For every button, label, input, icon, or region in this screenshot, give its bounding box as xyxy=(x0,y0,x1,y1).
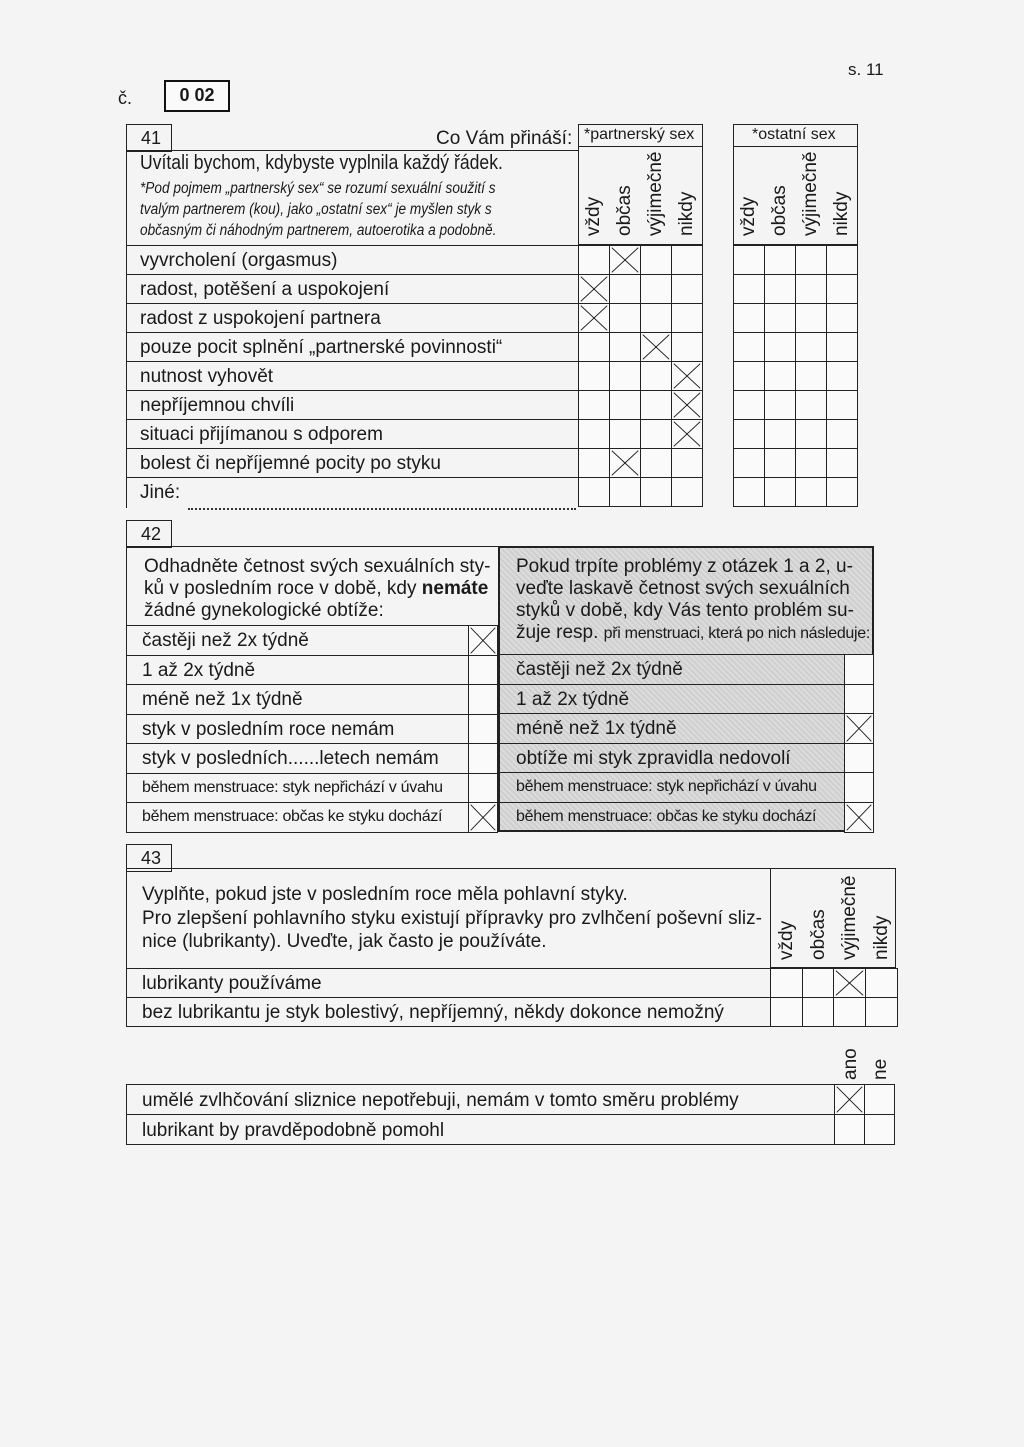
other-cell-2[interactable] xyxy=(795,390,827,420)
left-question-line-2: ků v posledním roce v době, kdy nemáte xyxy=(144,578,489,599)
partner-cell-3[interactable] xyxy=(671,477,703,507)
right-row-label: častěji než 2x týdně xyxy=(516,659,683,680)
left-question-line-3: žádné gynekologické obtíže: xyxy=(144,600,384,621)
form-number-label: č. xyxy=(118,88,133,108)
partner-cell-3[interactable] xyxy=(671,332,703,362)
left-frequency-cell[interactable] xyxy=(468,743,498,774)
partner-cell-1[interactable] xyxy=(609,419,641,449)
partner-cell-3[interactable] xyxy=(671,448,703,478)
other-cell-1[interactable] xyxy=(764,419,796,449)
partner-cell-3[interactable] xyxy=(671,274,703,304)
other-cell-0[interactable] xyxy=(733,303,765,333)
right-row-label: 1 až 2x týdně xyxy=(516,689,630,710)
other-cell-0[interactable] xyxy=(733,448,765,478)
other-cell-2[interactable] xyxy=(795,477,827,507)
question-line-1: Vyplňte, pokud jste v posledním roce měla pohlavní styky. xyxy=(142,884,628,905)
row-label: radost, potěšení a uspokojení xyxy=(140,279,390,300)
row-label: Jiné: xyxy=(140,482,181,503)
other-cell-3[interactable] xyxy=(826,332,858,362)
lubricant-frequency-cell[interactable] xyxy=(833,997,866,1027)
right-row-label: během menstruace: občas ke styku dochází xyxy=(516,808,817,825)
partner-cell-2[interactable] xyxy=(640,419,672,449)
form-number: 0 02 xyxy=(179,85,215,105)
right-row-label: obtíže mi styk zpravidla nedovolí xyxy=(516,748,791,769)
question-number-box xyxy=(126,124,172,152)
partner-cell-1[interactable] xyxy=(609,361,641,391)
left-frequency-cell[interactable] xyxy=(468,773,498,804)
frequency-label: občas xyxy=(769,185,790,236)
question-number: 43 xyxy=(141,848,162,868)
page-number: s. 11 xyxy=(848,60,884,79)
partner-cell-2[interactable] xyxy=(640,274,672,304)
note-line-1: *Pod pojmem „partnerský sex“ se rozumí sexuální soužití s xyxy=(140,180,496,197)
partner-cell-2[interactable] xyxy=(640,448,672,478)
row-label: vyvrcholení (orgasmus) xyxy=(140,250,338,271)
row-label: bolest či nepříjemné pocity po styku xyxy=(140,453,441,474)
other-cell-3[interactable] xyxy=(826,245,858,275)
other-cell-2[interactable] xyxy=(795,245,827,275)
row-label: situaci přijímanou s odporem xyxy=(140,424,383,445)
other-cell-0[interactable] xyxy=(733,245,765,275)
left-frequency-cell[interactable] xyxy=(468,714,498,745)
partner-cell-0[interactable] xyxy=(578,390,610,420)
other-cell-1[interactable] xyxy=(764,245,796,275)
other-cell-2[interactable] xyxy=(795,303,827,333)
partner-cell-1[interactable] xyxy=(609,477,641,507)
frequency-label: ne xyxy=(870,1058,891,1080)
left-frequency-cell[interactable] xyxy=(468,655,498,686)
note-line-2: tvalým partnerem (kou), jako „ostatní sex“ je myšlen styk s xyxy=(140,201,492,218)
other-cell-2[interactable] xyxy=(795,332,827,362)
lubricant-frequency-cell[interactable] xyxy=(802,997,835,1027)
other-cell-3[interactable] xyxy=(826,390,858,420)
other-cell-2[interactable] xyxy=(795,361,827,391)
other-cell-3[interactable] xyxy=(826,303,858,333)
lubricant-frequency-cell[interactable] xyxy=(802,968,835,998)
question-number: 42 xyxy=(141,524,162,544)
right-row-label: méně než 1x týdně xyxy=(516,718,677,739)
other-cell-0[interactable] xyxy=(733,390,765,420)
partner-cell-2[interactable] xyxy=(640,332,672,362)
frequency-label: občas xyxy=(807,909,829,960)
right-question-line-1: Pokud trpíte problémy z otázek 1 a 2, u- xyxy=(516,556,853,577)
lubricant-row-label: lubrikanty používáme xyxy=(142,973,322,994)
partner-cell-3[interactable] xyxy=(671,419,703,449)
frequency-label: výjimečně xyxy=(839,875,860,960)
frequency-label: vždy xyxy=(776,920,797,960)
partner-cell-3[interactable] xyxy=(671,361,703,391)
right-frequency-cell[interactable] xyxy=(844,802,874,833)
question-text: Co Vám přináší: xyxy=(436,128,573,149)
partner-cell-1[interactable] xyxy=(609,274,641,304)
left-row-label: styk v posledním roce nemám xyxy=(142,719,395,740)
frequency-label: vždy xyxy=(738,196,759,236)
row-label: radost z uspokojení partnera xyxy=(140,308,381,329)
other-cell-0[interactable] xyxy=(733,419,765,449)
other-cell-3[interactable] xyxy=(826,361,858,391)
right-frequency-cell[interactable] xyxy=(844,713,874,744)
partner-cell-1[interactable] xyxy=(609,448,641,478)
form-number-box xyxy=(164,80,230,112)
left-question-line-1: Odhadněte četnost svých sexuálních sty- xyxy=(144,556,491,577)
other-sex-label: *ostatní sex xyxy=(752,126,836,143)
yes-cell[interactable] xyxy=(834,1084,865,1115)
lubricant-frequency-cell[interactable] xyxy=(865,997,898,1027)
lubricant-frequency-cell[interactable] xyxy=(865,968,898,998)
left-row-label: častěji než 2x týdně xyxy=(142,630,309,651)
other-cell-1[interactable] xyxy=(764,361,796,391)
left-frequency-cell[interactable] xyxy=(468,802,498,833)
partner-cell-0[interactable] xyxy=(578,477,610,507)
question-number-box xyxy=(126,520,172,548)
yes-cell[interactable] xyxy=(834,1114,865,1145)
partner-cell-3[interactable] xyxy=(671,390,703,420)
left-frequency-cell[interactable] xyxy=(468,684,498,715)
partner-cell-3[interactable] xyxy=(671,303,703,333)
partner-sex-label: *partnerský sex xyxy=(584,126,695,143)
partner-cell-1[interactable] xyxy=(609,303,641,333)
lubricant-frequency-cell[interactable] xyxy=(770,997,803,1027)
other-cell-0[interactable] xyxy=(733,477,765,507)
partner-cell-0[interactable] xyxy=(578,361,610,391)
partner-cell-2[interactable] xyxy=(640,361,672,391)
yesno-row-label: umělé zvlhčování sliznice nepotřebuji, nemám v tomto směru problémy xyxy=(142,1090,739,1111)
partner-cell-3[interactable] xyxy=(671,245,703,275)
lubricant-frequency-cell[interactable] xyxy=(770,968,803,998)
question-line-2: Pro zlepšení pohlavního styku existují přípravky pro zvlhčení poševní sliz- xyxy=(142,908,762,929)
left-row-label: 1 až 2x týdně xyxy=(142,660,256,681)
intro-text: Uvítali bychom, kdybyste vyplnila každý řádek. xyxy=(140,152,503,174)
frequency-label: nikdy xyxy=(676,191,697,236)
no-cell[interactable] xyxy=(864,1084,895,1115)
left-row-label: méně než 1x týdně xyxy=(142,689,303,710)
partner-cell-0[interactable] xyxy=(578,419,610,449)
other-cell-3[interactable] xyxy=(826,477,858,507)
row-label: nutnost vyhovět xyxy=(140,366,274,387)
other-cell-0[interactable] xyxy=(733,361,765,391)
lubricant-frequency-cell[interactable] xyxy=(833,968,866,998)
other-cell-1[interactable] xyxy=(764,303,796,333)
other-fill-line[interactable] xyxy=(188,508,576,510)
right-frequency-cell[interactable] xyxy=(844,772,874,803)
other-cell-1[interactable] xyxy=(764,332,796,362)
other-cell-2[interactable] xyxy=(795,448,827,478)
frequency-label: nikdy xyxy=(870,915,892,960)
row-label: pouze pocit splnění „partnerské povinnosti“ xyxy=(140,337,503,358)
partner-cell-2[interactable] xyxy=(640,477,672,507)
partner-cell-2[interactable] xyxy=(640,245,672,275)
frequency-label: výjimečně xyxy=(645,151,666,236)
other-cell-0[interactable] xyxy=(733,274,765,304)
partner-cell-1[interactable] xyxy=(609,332,641,362)
yesno-row-label: lubrikant by pravděpodobně pomohl xyxy=(142,1120,445,1141)
other-cell-3[interactable] xyxy=(826,274,858,304)
left-row-label: během menstruace: občas ke styku dochází xyxy=(142,808,443,825)
partner-cell-0[interactable] xyxy=(578,274,610,304)
right-frequency-cell[interactable] xyxy=(844,684,874,715)
note-line-3: občasným či náhodným partnerem, autoerotika a podobně. xyxy=(140,222,497,239)
frequency-label: nikdy xyxy=(831,191,852,236)
question-number: 41 xyxy=(141,128,162,148)
other-cell-2[interactable] xyxy=(795,419,827,449)
lubricant-row-label: bez lubrikantu je styk bolestivý, nepříjemný, někdy dokonce nemožný xyxy=(142,1002,724,1023)
partner-cell-0[interactable] xyxy=(578,245,610,275)
right-question-line-3: styků v době, kdy Vás tento problém su- xyxy=(516,600,854,621)
right-frequency-cell[interactable] xyxy=(844,743,874,774)
frequency-label: občas xyxy=(614,185,635,236)
frequency-label: ano xyxy=(840,1048,861,1080)
other-cell-1[interactable] xyxy=(764,448,796,478)
partner-cell-1[interactable] xyxy=(609,390,641,420)
partner-cell-0[interactable] xyxy=(578,332,610,362)
other-cell-3[interactable] xyxy=(826,448,858,478)
row-label: nepříjemnou chvíli xyxy=(140,395,295,416)
other-cell-1[interactable] xyxy=(764,274,796,304)
other-cell-1[interactable] xyxy=(764,390,796,420)
no-cell[interactable] xyxy=(864,1114,895,1145)
partner-cell-0[interactable] xyxy=(578,303,610,333)
question-line-3: nice (lubrikanty). Uveďte, jak často je používáte. xyxy=(142,931,547,952)
partner-cell-2[interactable] xyxy=(640,303,672,333)
right-question-line-2: veďte laskavě četnost svých sexuálních xyxy=(516,578,850,599)
partner-cell-1[interactable] xyxy=(609,245,641,275)
left-frequency-cell[interactable] xyxy=(468,625,498,656)
other-cell-3[interactable] xyxy=(826,419,858,449)
left-row-label: styk v posledních......letech nemám xyxy=(142,748,439,769)
other-cell-2[interactable] xyxy=(795,274,827,304)
frequency-label: výjimečně xyxy=(800,151,821,236)
partner-cell-2[interactable] xyxy=(640,390,672,420)
partner-cell-0[interactable] xyxy=(578,448,610,478)
right-frequency-cell[interactable] xyxy=(844,654,874,685)
right-question-line-4: žuje resp. při menstruaci, která po nich následuje: xyxy=(516,622,871,643)
frequency-label: vždy xyxy=(583,196,604,236)
other-cell-0[interactable] xyxy=(733,332,765,362)
other-cell-1[interactable] xyxy=(764,477,796,507)
left-row-label: během menstruace: styk nepřichází v úvahu xyxy=(142,779,443,796)
right-row-label: během menstruace: styk nepřichází v úvahu xyxy=(516,778,817,795)
